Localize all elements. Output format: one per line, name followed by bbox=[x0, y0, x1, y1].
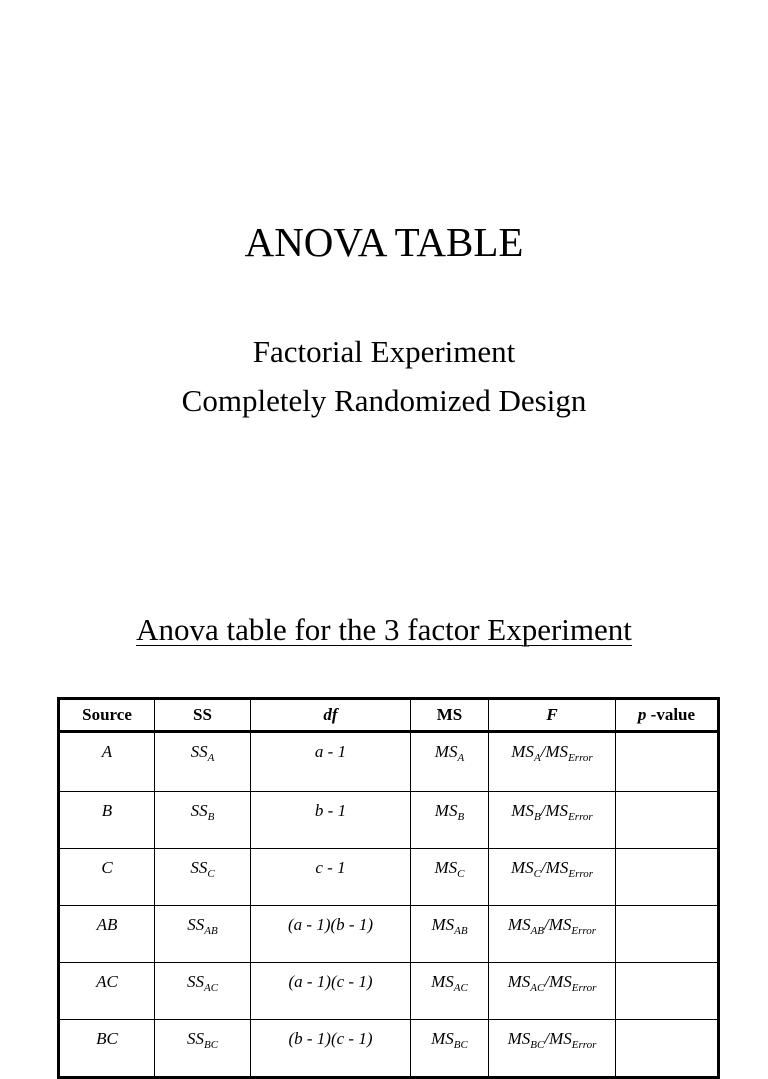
f-denominator-subscript: Error bbox=[568, 811, 593, 823]
cell-f bbox=[489, 849, 616, 906]
table-row bbox=[59, 1020, 719, 1078]
cell-source bbox=[59, 1020, 155, 1078]
source-label: A bbox=[101, 742, 113, 761]
f-numerator: MS bbox=[511, 801, 534, 820]
header-p-suffix: -value bbox=[646, 705, 696, 724]
ss-subscript: AB bbox=[204, 925, 218, 937]
table-row bbox=[59, 792, 719, 849]
cell-ms bbox=[411, 906, 489, 963]
ms-label: MS bbox=[434, 801, 458, 820]
ss-label: SS bbox=[187, 915, 205, 934]
ms-subscript: A bbox=[457, 752, 465, 764]
cell-df bbox=[251, 792, 411, 849]
cell-ms bbox=[411, 732, 489, 792]
source-label: B bbox=[101, 801, 113, 820]
subtitle-design: Completely Randomized Design bbox=[181, 383, 587, 418]
cell-p-value bbox=[616, 792, 719, 849]
df-label: (a - 1)(c - 1) bbox=[288, 972, 373, 991]
cell-ss bbox=[155, 732, 251, 792]
table-heading: Anova table for the 3 factor Experiment bbox=[136, 612, 632, 647]
f-numerator: MS bbox=[510, 858, 534, 877]
ss-label: SS bbox=[190, 858, 208, 877]
cell-source bbox=[59, 963, 155, 1020]
cell-source bbox=[59, 849, 155, 906]
cell-p-value bbox=[616, 732, 719, 792]
source-label: AB bbox=[96, 915, 118, 934]
cell-p-value bbox=[616, 906, 719, 963]
ss-label: SS bbox=[190, 742, 208, 761]
cell-ms bbox=[411, 963, 489, 1020]
f-denominator: /MS bbox=[540, 742, 569, 761]
f-denominator: /MS bbox=[544, 972, 572, 991]
ss-subscript: C bbox=[207, 868, 215, 880]
header-p-letter: p bbox=[637, 705, 647, 724]
f-denominator: /MS bbox=[544, 915, 572, 934]
df-label: a - 1 bbox=[314, 742, 347, 761]
f-numerator-subscript: AB bbox=[530, 925, 545, 937]
f-numerator: MS bbox=[507, 972, 531, 991]
ss-subscript: A bbox=[207, 752, 215, 764]
f-denominator-subscript: Error bbox=[568, 868, 594, 880]
cell-p-value bbox=[616, 849, 719, 906]
cell-p-value bbox=[616, 1020, 719, 1078]
cell-ss bbox=[155, 963, 251, 1020]
ms-subscript: AB bbox=[454, 925, 468, 937]
table-row bbox=[59, 849, 719, 906]
cell-f bbox=[489, 732, 616, 792]
cell-source bbox=[59, 732, 155, 792]
ms-label: MS bbox=[431, 915, 455, 934]
source-label: AC bbox=[96, 972, 118, 991]
ms-label: MS bbox=[431, 972, 454, 991]
f-denominator: /MS bbox=[540, 858, 569, 877]
source-label: BC bbox=[96, 1029, 118, 1048]
f-numerator: MS bbox=[511, 742, 534, 761]
header-f: F bbox=[489, 699, 616, 732]
df-label: (b - 1)(c - 1) bbox=[288, 1029, 373, 1048]
ms-label: MS bbox=[434, 742, 458, 761]
cell-p-value bbox=[616, 963, 719, 1020]
cell-ss bbox=[155, 792, 251, 849]
cell-f bbox=[489, 963, 616, 1020]
ms-subscript: B bbox=[457, 811, 465, 823]
f-denominator-subscript: Error bbox=[571, 1039, 597, 1051]
ms-subscript: BC bbox=[453, 1039, 468, 1051]
f-numerator: MS bbox=[507, 915, 531, 934]
cell-ss bbox=[155, 1020, 251, 1078]
cell-ms bbox=[411, 849, 489, 906]
f-denominator-subscript: Error bbox=[568, 752, 593, 764]
header-ms: MS bbox=[411, 699, 489, 732]
table-row bbox=[59, 906, 719, 963]
cell-f bbox=[489, 906, 616, 963]
f-numerator-subscript: B bbox=[533, 811, 541, 823]
f-denominator: /MS bbox=[544, 1029, 572, 1048]
header-p-value bbox=[616, 699, 719, 732]
f-numerator-subscript: AC bbox=[530, 982, 545, 994]
cell-ms bbox=[411, 1020, 489, 1078]
cell-df bbox=[251, 1020, 411, 1078]
cell-ms bbox=[411, 792, 489, 849]
page-title: ANOVA TABLE bbox=[244, 219, 524, 265]
f-denominator-subscript: Error bbox=[571, 925, 597, 937]
df-label: c - 1 bbox=[315, 858, 346, 877]
header-ss: SS bbox=[155, 699, 251, 732]
table-row bbox=[59, 732, 719, 792]
ms-label: MS bbox=[434, 858, 458, 877]
table-row bbox=[59, 963, 719, 1020]
ss-subscript: B bbox=[207, 811, 215, 823]
cell-source bbox=[59, 792, 155, 849]
f-numerator-subscript: A bbox=[533, 752, 541, 764]
f-numerator: MS bbox=[507, 1029, 531, 1048]
ss-label: SS bbox=[190, 801, 208, 820]
header-source: Source bbox=[59, 699, 155, 732]
anova-table bbox=[57, 697, 720, 1079]
cell-df bbox=[251, 963, 411, 1020]
ms-label: MS bbox=[431, 1029, 454, 1048]
cell-df bbox=[251, 732, 411, 792]
ss-label: SS bbox=[186, 1029, 204, 1048]
ss-subscript: AC bbox=[203, 982, 219, 994]
df-label: b - 1 bbox=[314, 801, 347, 820]
header-df: df bbox=[251, 699, 411, 732]
ss-subscript: BC bbox=[203, 1039, 219, 1051]
cell-ss bbox=[155, 906, 251, 963]
f-numerator-subscript: BC bbox=[530, 1039, 545, 1051]
f-denominator: /MS bbox=[540, 801, 569, 820]
ms-subscript: AC bbox=[453, 982, 468, 994]
subtitle-factorial: Factorial Experiment bbox=[252, 334, 516, 369]
cell-f bbox=[489, 792, 616, 849]
ms-subscript: C bbox=[457, 868, 465, 880]
cell-source bbox=[59, 906, 155, 963]
ss-label: SS bbox=[186, 972, 204, 991]
cell-f bbox=[489, 1020, 616, 1078]
cell-df bbox=[251, 906, 411, 963]
f-numerator-subscript: C bbox=[533, 868, 541, 880]
f-denominator-subscript: Error bbox=[571, 982, 597, 994]
cell-df bbox=[251, 849, 411, 906]
table-header-row bbox=[59, 699, 719, 732]
cell-ss bbox=[155, 849, 251, 906]
df-label: (a - 1)(b - 1) bbox=[288, 915, 373, 934]
source-label: C bbox=[101, 858, 113, 877]
